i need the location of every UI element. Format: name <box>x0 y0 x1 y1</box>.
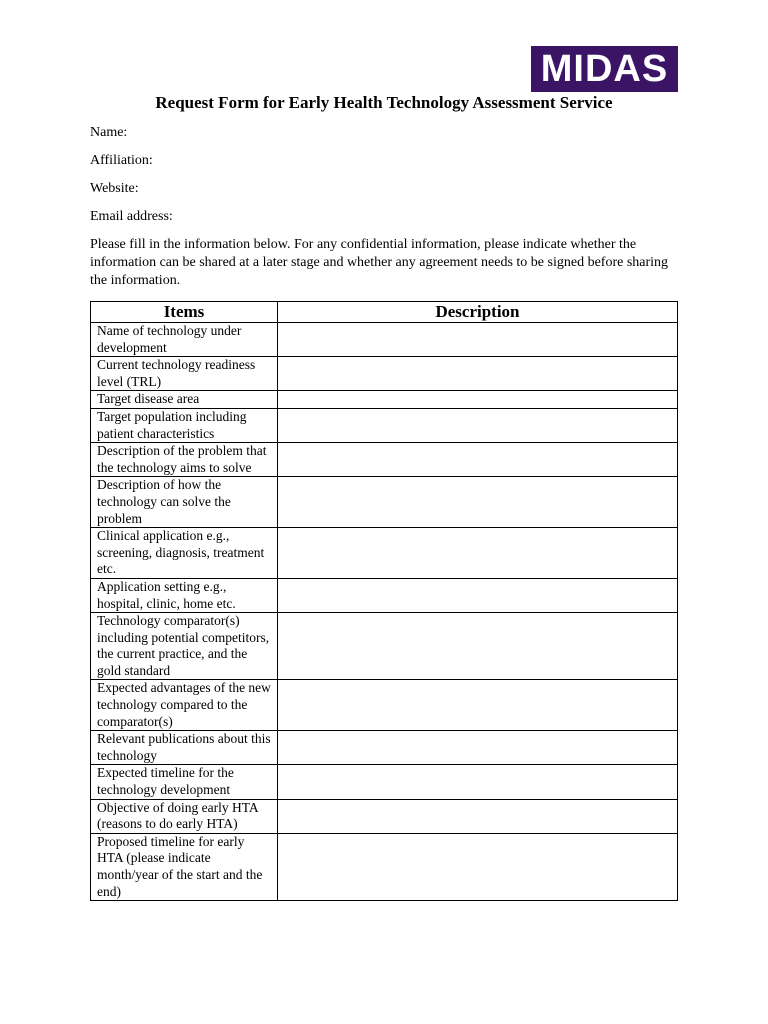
item-cell: Current technology readiness level (TRL) <box>91 357 278 391</box>
logo-text: MIDAS <box>540 48 669 90</box>
table-row <box>91 613 678 680</box>
description-cell[interactable] <box>278 833 678 900</box>
description-cell[interactable] <box>278 680 678 731</box>
intro-paragraph: Please fill in the information below. For any confidential information, please indicate whether the information can be shared at a later stage and whether any agreement needs to be signed before sharing the information. <box>90 237 669 288</box>
name-field-label: Name: <box>90 125 128 140</box>
table-header-row <box>91 302 678 323</box>
table-row <box>91 323 678 357</box>
item-cell: Target disease area <box>91 391 278 409</box>
table-row <box>91 391 678 409</box>
table-row <box>91 477 678 528</box>
table-row <box>91 578 678 612</box>
table-row <box>91 833 678 900</box>
item-cell: Description of how the technology can solve the problem <box>91 477 278 528</box>
table-row <box>91 680 678 731</box>
table-row <box>91 408 678 442</box>
description-cell[interactable] <box>278 731 678 765</box>
table-row <box>91 528 678 579</box>
description-cell[interactable] <box>278 528 678 579</box>
description-cell[interactable] <box>278 391 678 409</box>
item-cell: Proposed timeline for early HTA (please indicate month/year of the start and the end) <box>91 833 278 900</box>
table-row <box>91 765 678 799</box>
description-cell[interactable] <box>278 799 678 833</box>
website-field-label: Website: <box>90 181 139 196</box>
email-field-label: Email address: <box>90 209 173 224</box>
page-title: Request Form for Early Health Technology Assessment Service <box>155 93 613 112</box>
description-cell[interactable] <box>278 323 678 357</box>
item-cell: Relevant publications about this technology <box>91 731 278 765</box>
items-header: Items <box>91 302 278 323</box>
item-cell: Target population including patient characteristics <box>91 408 278 442</box>
description-cell[interactable] <box>278 357 678 391</box>
item-cell: Objective of doing early HTA (reasons to do early HTA) <box>91 799 278 833</box>
table-row <box>91 799 678 833</box>
description-cell[interactable] <box>278 408 678 442</box>
description-cell[interactable] <box>278 613 678 680</box>
item-cell: Name of technology under development <box>91 323 278 357</box>
item-cell: Technology comparator(s) including potential competitors, the current practice, and the gold standard <box>91 613 278 680</box>
item-cell: Expected timeline for the technology development <box>91 765 278 799</box>
item-cell: Expected advantages of the new technology compared to the comparator(s) <box>91 680 278 731</box>
request-table <box>90 301 678 901</box>
description-cell[interactable] <box>278 578 678 612</box>
item-cell: Application setting e.g., hospital, clinic, home etc. <box>91 578 278 612</box>
description-cell[interactable] <box>278 477 678 528</box>
midas-logo <box>531 46 678 92</box>
description-cell[interactable] <box>278 443 678 477</box>
description-header: Description <box>278 302 678 323</box>
table-row <box>91 731 678 765</box>
affiliation-field-label: Affiliation: <box>90 153 153 168</box>
item-cell: Clinical application e.g., screening, diagnosis, treatment etc. <box>91 528 278 579</box>
table-row <box>91 443 678 477</box>
item-cell: Description of the problem that the technology aims to solve <box>91 443 278 477</box>
table-row <box>91 357 678 391</box>
description-cell[interactable] <box>278 765 678 799</box>
